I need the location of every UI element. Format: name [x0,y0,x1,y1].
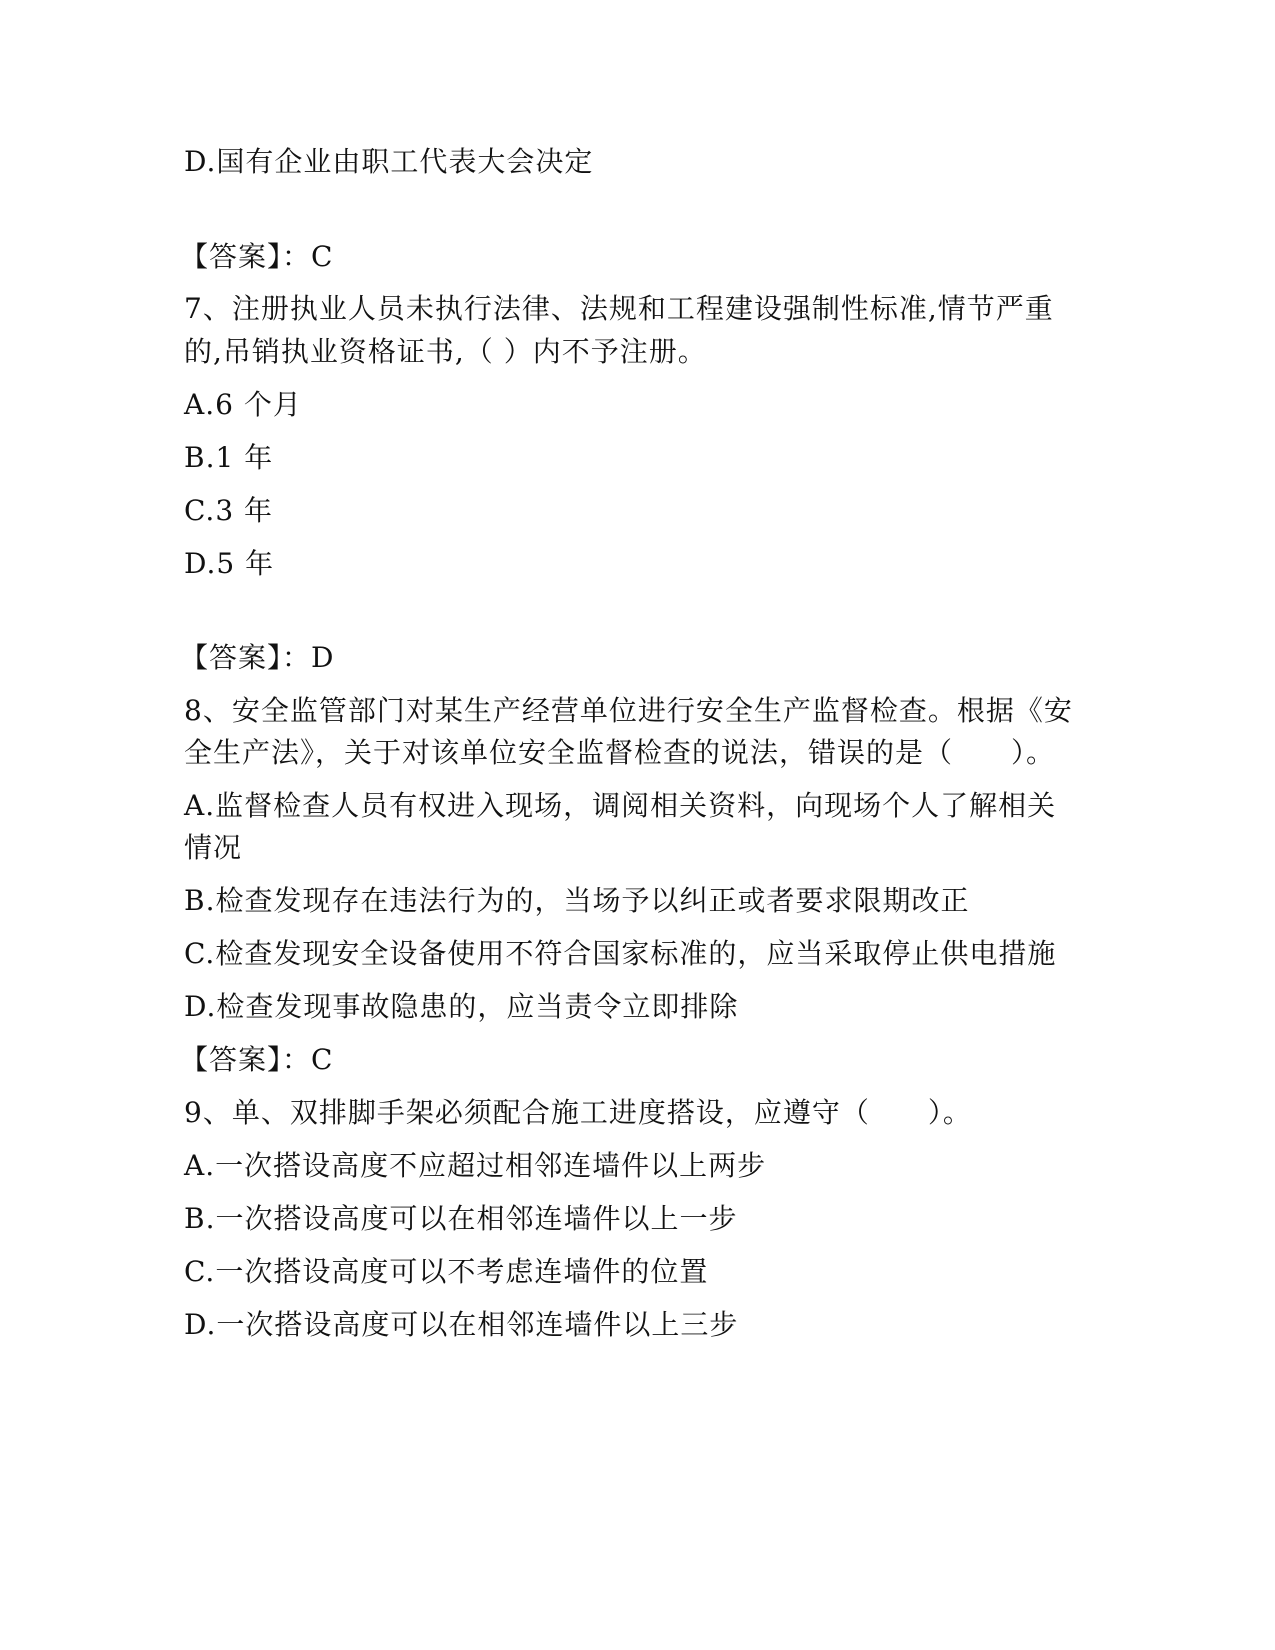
q7-option-d: D.5 年 [184,547,275,580]
q6-answer: 【答案】：C [180,240,334,273]
q8-option-d: D.检查发现事故隐患的，应当责令立即排除 [184,990,739,1023]
q9-option-b: B.一次搭设高度可以在相邻连墙件以上一步 [184,1202,738,1235]
q9-option-d: D.一次搭设高度可以在相邻连墙件以上三步 [184,1308,739,1341]
q8-option-a-line-1: A.监督检查人员有权进入现场，调阅相关资料，向现场个人了解相关 [184,789,1057,822]
q7-option-b: B.1 年 [184,441,274,474]
q9-option-a: A.一次搭设高度不应超过相邻连墙件以上两步 [184,1149,767,1182]
q7-answer: 【答案】：D [180,641,335,674]
q6-option-d: D.国有企业由职工代表大会决定 [184,145,594,178]
q8-stem-line-1: 8、安全监管部门对某生产经营单位进行安全生产监督检查。根据《安 [184,694,1073,727]
q7-option-c: C.3 年 [184,494,274,527]
q9-option-c: C.一次搭设高度可以不考虑连墙件的位置 [184,1255,709,1288]
q8-answer: 【答案】：C [180,1043,334,1076]
q7-option-a: A.6 个月 [184,388,302,421]
q8-option-a-line-2: 情况 [184,831,243,864]
q8-option-b: B.检查发现存在违法行为的，当场予以纠正或者要求限期改正 [184,884,970,917]
q8-option-c: C.检查发现安全设备使用不符合国家标准的，应当采取停止供电措施 [184,937,1057,970]
q9-stem: 9、单、双排脚手架必须配合施工进度搭设，应遵守（ ）。 [184,1096,972,1129]
q7-stem-line-2: 的,吊销执业资格证书,（ ）内不予注册。 [184,335,707,368]
q7-stem-line-1: 7、注册执业人员未执行法律、法规和工程建设强制性标准,情节严重 [184,292,1054,325]
q8-stem-line-2: 全生产法》，关于对该单位安全监督检查的说法，错误的是（ ）。 [184,736,1056,769]
